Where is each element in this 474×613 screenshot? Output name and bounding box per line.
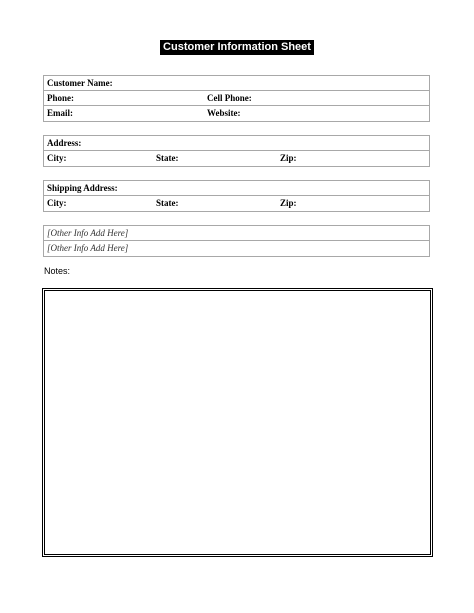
page-title: Customer Information Sheet [160,40,314,55]
shipping-zip-field[interactable]: Zip: [280,198,297,208]
other-info-row [44,241,429,256]
email-field[interactable]: Email: [47,108,73,118]
address-zip-field[interactable]: Zip: [280,153,297,163]
cell-phone-field[interactable]: Cell Phone: [207,93,252,103]
shipping-city-field[interactable]: City: [47,198,67,208]
phone-field[interactable]: Phone: [47,93,74,103]
website-field[interactable]: Website: [207,108,241,118]
customer-name-row [44,76,429,91]
shipping-section [43,180,430,212]
address-row [44,136,429,151]
address-city-row [44,151,429,166]
notes-label: Notes: [44,266,71,276]
email-row [44,106,429,121]
shipping-address-row [44,181,429,196]
shipping-city-row [44,196,429,211]
notes-textarea[interactable] [42,288,433,557]
phone-row [44,91,429,106]
address-field[interactable]: Address: [47,138,82,148]
contact-section [43,75,430,122]
other-info-section [43,225,430,257]
shipping-address-field[interactable]: Shipping Address: [47,183,118,193]
address-section [43,135,430,167]
customer-name-field[interactable]: Customer Name: [47,78,113,88]
other-info-field[interactable]: [Other Info Add Here] [47,228,129,238]
other-info-field[interactable]: [Other Info Add Here] [47,243,129,253]
other-info-row [44,226,429,241]
address-city-field[interactable]: City: [47,153,67,163]
shipping-state-field[interactable]: State: [156,198,179,208]
address-state-field[interactable]: State: [156,153,179,163]
